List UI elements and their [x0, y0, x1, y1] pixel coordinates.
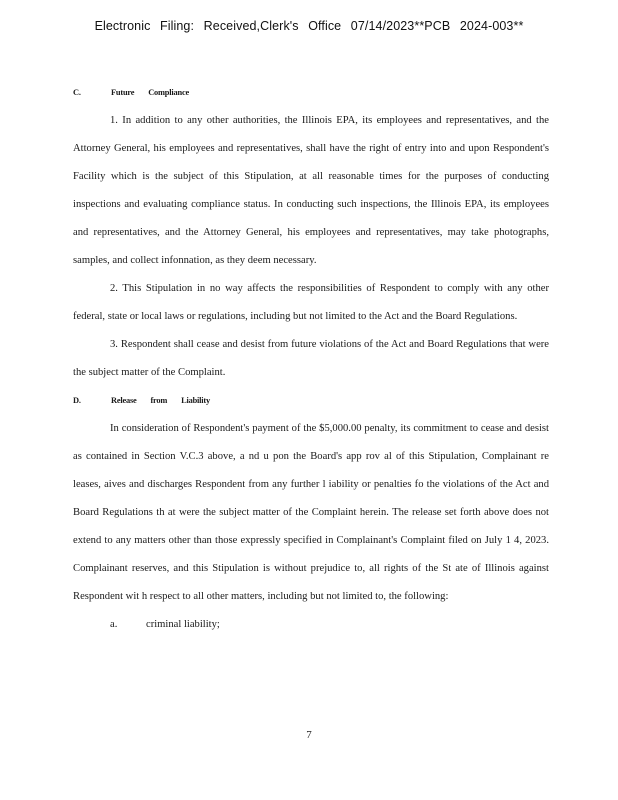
section-c-letter: C. — [73, 88, 81, 97]
section-c-paragraph-3: 3. Respondent shall cease and desist from future violations of the Act and Board Regulations that were the subject matter of the Complaint. — [73, 339, 549, 378]
section-c-title: Future Compliance — [111, 88, 190, 97]
section-d-heading — [73, 387, 549, 415]
section-d-letter: D. — [73, 396, 81, 405]
section-d-paragraph: In consideration of Respondent's payment of the $5,000.00 penalty, its commitment to cease and desist as contained in Section V.C.3 above, a nd u pon the Board's app rov al of this Stipulation, Complainant re leases, aives and discharges Respondent from any further l iability or penalties fo the violations of the Act and Board Regulations th at were the subject matter of the Complaint herein. The release set forth above does not extend to any matters other than those expressly specified in Complainant's Complaint filed on July 1 4, 2023. Complainant reserves, and this Stipulation is without prejudice to, all rights of the St ate of Illinois against Respondent wit h respect to all other matters, including but not limited to, the following: — [73, 423, 549, 602]
document-body — [73, 79, 549, 639]
filing-stamp-header: Electronic Filing: Received,Clerk's Office 07/14/2023**PCB 2024-003** — [94, 19, 524, 33]
section-c-paragraph-2: 2. This Stipulation in no way affects the responsibilities of Respondent to comply with any other federal, state or local laws or regulations, including but not limited to the Act and the Board Regulations. — [73, 283, 549, 322]
reserved-rights-list-item — [73, 611, 549, 639]
section-d-title: Release from Liability — [111, 396, 210, 405]
section-c-heading — [73, 79, 549, 107]
page-number: 7 — [306, 729, 312, 741]
list-item-text: criminal liability; — [146, 619, 220, 630]
list-item-letter: a. — [110, 619, 118, 630]
section-c-paragraph-1: 1. In addition to any other authorities, the Illinois EPA, its employees and representatives, and the Attorney General, his employees and representatives, shall have the right of entry into and upon Respondent's Facility which is the subject of this Stipulation, at all reasonable times for the purposes of conducting inspections and evaluating compliance status. In conducting such inspections, the Illinois EPA, its employees and representatives, and the Attorney General, his employees and representatives, may take photographs, samples, and collect infonnation, as they deem necessary. — [73, 115, 549, 266]
